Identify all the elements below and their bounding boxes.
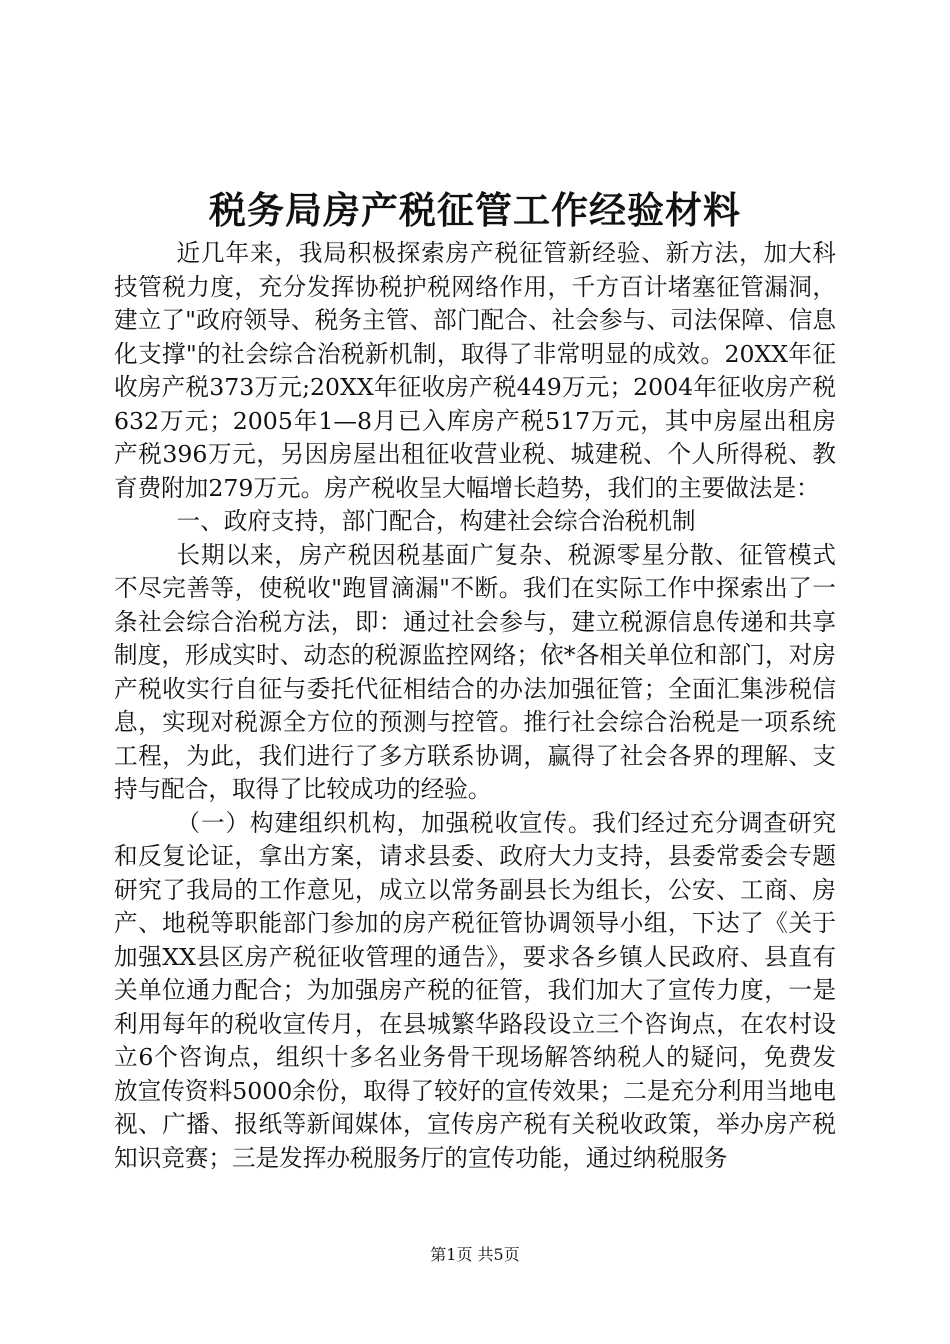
- page-footer: 第1页 共5页: [430, 1245, 520, 1264]
- document-title: 税务局房产税征管工作经验材料: [209, 188, 741, 232]
- paragraph-background: 长期以来，房产税因税基面广复杂、税源零星分散、征管模式不尽完善等，使税收"跑冒滴漏"不断。我们在实际工作中探索出了一条社会综合治税方法，即：通过社会参与，建立税源信息传递和共享制度，形成实时、动态的税源监控网络；依*各相关单位和部门，对房产税收实行自征与委托代征相结合的办法加强征管；全面汇集涉税信息，实现对税源全方位的预测与控管。推行社会综合治税是一项系统工程，为此，我们进行了多方联系协调，赢得了社会各界的理解、支持与配合，取得了比较成功的经验。: [114, 540, 836, 803]
- section-heading-1: 一、政府支持，部门配合，构建社会综合治税机制: [176, 507, 696, 535]
- paragraph-intro: 近几年来，我局积极探索房产税征管新经验、新方法，加大科技管税力度，充分发挥协税护税网络作用，千方百计堵塞征管漏洞，建立了"政府领导、税务主管、部门配合、社会参与、司法保障、信息化支撑"的社会综合治税新机制，取得了非常明显的成效。20XX年征收房产税373万元;20XX年征收房产税449万元；2004年征收房产税632万元；2005年1—8月已入库房产税517万元，其中房屋出租房产税396万元，另因房屋出租征收营业税、城建税、个人所得税、教育费附加279万元。房产税收呈大幅增长趋势，我们的主要做法是：: [114, 239, 836, 502]
- paragraph-subsection-1: （一）构建组织机构，加强税收宣传。我们经过充分调查研究和反复论证，拿出方案，请求县委、政府大力支持，县委常委会专题研究了我局的工作意见，成立以常务副县长为组长，公安、工商、房产、地税等职能部门参加的房产税征管协调领导小组，下达了《关于加强XX县区房产税征收管理的通告》，要求各乡镇人民政府、县直有关单位通力配合；为加强房产税的征管，我们加大了宣传力度，一是利用每年的税收宣传月，在县城繁华路段设立三个咨询点，在农村设立6个咨询点，组织十多名业务骨干现场解答纳税人的疑问，免费发放宣传资料5000余份，取得了较好的宣传效果；二是充分利用当地电视、广播、报纸等新闻媒体，宣传房产税有关税收政策，举办房产税知识竞赛；三是发挥办税服务厅的宣传功能，通过纳税服务: [114, 808, 836, 1172]
- document-body: [114, 237, 836, 1175]
